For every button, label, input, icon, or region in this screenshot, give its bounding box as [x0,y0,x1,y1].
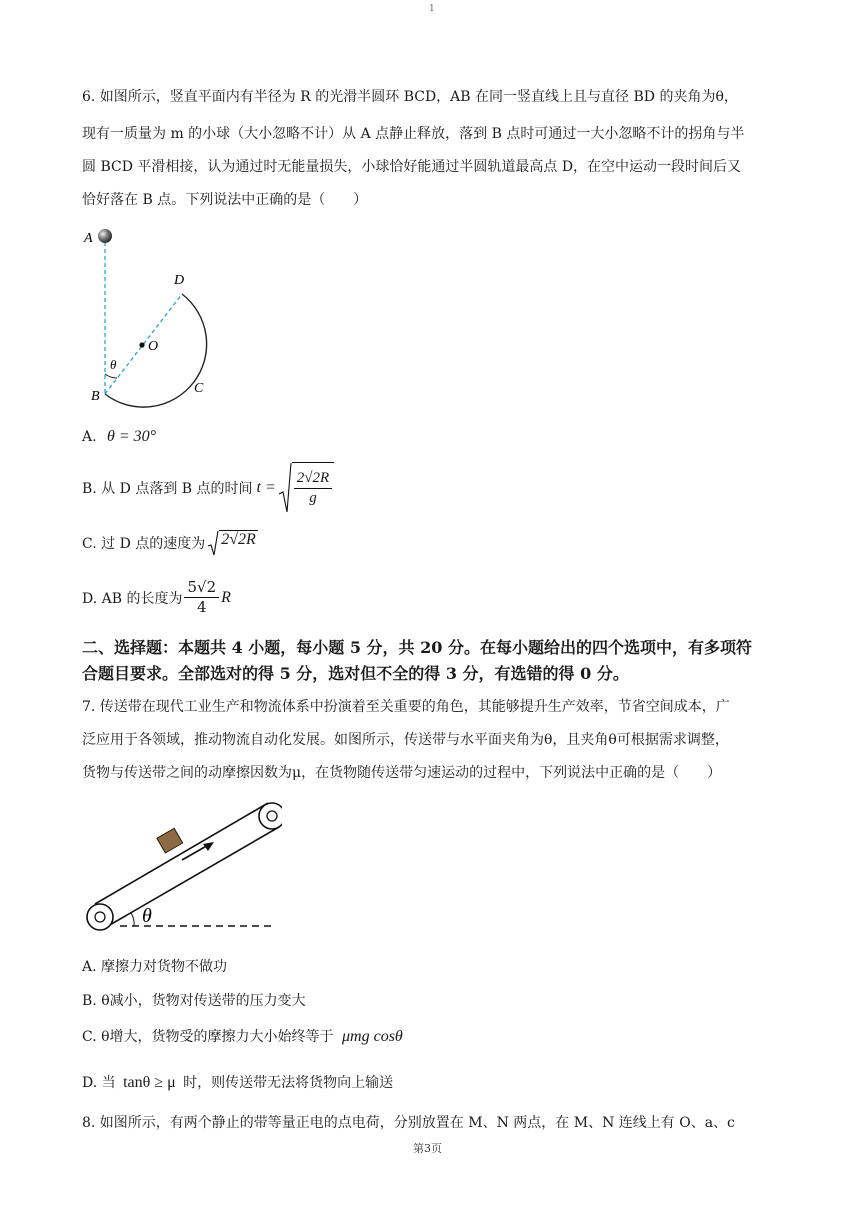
q7-option-d [82,1072,393,1092]
belt-bottom-line [108,827,279,926]
q6-option-c-prefix: C. 过 D 点的速度为 [82,536,206,552]
q6-option-b-frac [294,469,332,508]
left-roller [87,904,113,930]
q6-option-b-num: 2√2R [294,469,332,489]
radical-sign-icon [278,462,292,514]
label-D: D [174,273,185,288]
q6-line-2: 现有一质量为 m 的小球（大小忽略不计）从 A 点静止释放，落到 B 点时可通过一大小忽略不计的拐角与半 [82,126,745,142]
right-roller [259,803,282,829]
q6-line-1: 6. 如图所示，竖直平面内有半径为 R 的光滑半圆环 BCD，AB 在同一竖直线上且与直径 BD 的夹角为θ， [82,89,738,105]
q8-line-1: 8. 如图所示，有两个静止的带等量正电的点电荷，分别放置在 M、N 两点，在 M、N 连线上有 O、a、c [82,1115,735,1131]
q6-option-a-expr: θ = 30° [107,428,157,445]
q7-line-2: 泛应用于各领域，推动物流自动化发展。如图所示，传送带与水平面夹角为θ，且夹角θ可根据需求调整， [82,732,729,748]
q7-line-3: 货物与传送带之间的动摩擦因数为μ，在货物随传送带匀速运动的过程中，下列说法中正确的是（ ） [82,765,722,781]
theta-arc [131,913,134,926]
q6-option-a [82,428,156,446]
q7-option-c-expr: μmg cosθ [342,1028,403,1045]
q6-line-3: 圆 BCD 平滑相接，认为通过时无能量损失，小球恰好能通过半圆轨道最高点 D，在空中运动一段时间后又 [82,159,742,175]
q6-option-d-prefix: D. AB 的长度为 [82,590,183,607]
page-top-mark: 1 [429,4,435,14]
q7-option-c-prefix: C. θ增大，货物受的摩擦力大小始终等于 [82,1029,334,1045]
q7-figure-conveyor [82,798,282,934]
label-C: C [194,381,204,396]
label-theta: θ [142,905,152,927]
q6-option-b-sqrt [278,462,334,514]
q6-option-c [82,530,258,556]
q6-figure-semicircle [78,222,218,412]
center-dot [139,342,144,347]
q7-option-d-expr: tanθ ≥ μ [123,1074,176,1091]
q6-option-b-den: g [309,490,317,506]
q6-option-a-prefix: A. [82,429,97,445]
section-2-line-2: 合题目要求。全部选对的得 5 分，选对但不全的得 3 分，有选错的得 0 分。 [82,664,629,683]
belt-top-line [95,803,268,904]
q6-option-b [82,462,334,514]
q7-option-a: A. 摩擦力对货物不做功 [82,959,228,975]
q6-option-d [82,578,231,617]
q6-option-c-sqrt [207,530,258,556]
q6-option-d-num: 5√2 [184,578,219,598]
page-number: 第3页 [413,1142,442,1155]
q6-option-c-value: 2√2R [219,530,258,556]
section-2-line-1: 二、选择题：本题共 4 小题，每小题 5 分，共 20 分。在每小题给出的四个选项中，有多项符 [82,638,752,657]
radical-sign-icon [207,530,219,556]
q6-option-d-frac [184,578,219,617]
q7-option-c [82,1026,403,1046]
cargo-box [157,828,183,853]
q6-line-4: 恰好落在 B 点。下列说法中正确的是（ ） [82,192,368,208]
label-theta: θ [110,357,117,372]
q7-option-b: B. θ减小，货物对传送带的压力变大 [82,993,306,1009]
ball-icon [98,229,112,243]
label-O: O [148,339,159,354]
label-A: A [84,231,93,246]
q6-option-d-suffix: R [221,588,231,606]
theta-arc [105,374,117,378]
q6-option-b-t: t = [256,479,276,496]
q6-option-d-den: 4 [197,598,207,616]
q7-line-1: 7. 传送带在现代工业生产和物流体系中扮演着至关重要的角色，其能够提升生产效率，节省空间成本，广 [82,699,730,715]
label-B: B [91,389,100,404]
q7-option-d-prefix: D. 当 [82,1075,116,1091]
q6-option-b-prefix: B. 从 D 点落到 B 点的时间 [82,481,253,497]
q7-option-d-suffix: 时，则传送带无法将货物向上输送 [183,1075,394,1091]
